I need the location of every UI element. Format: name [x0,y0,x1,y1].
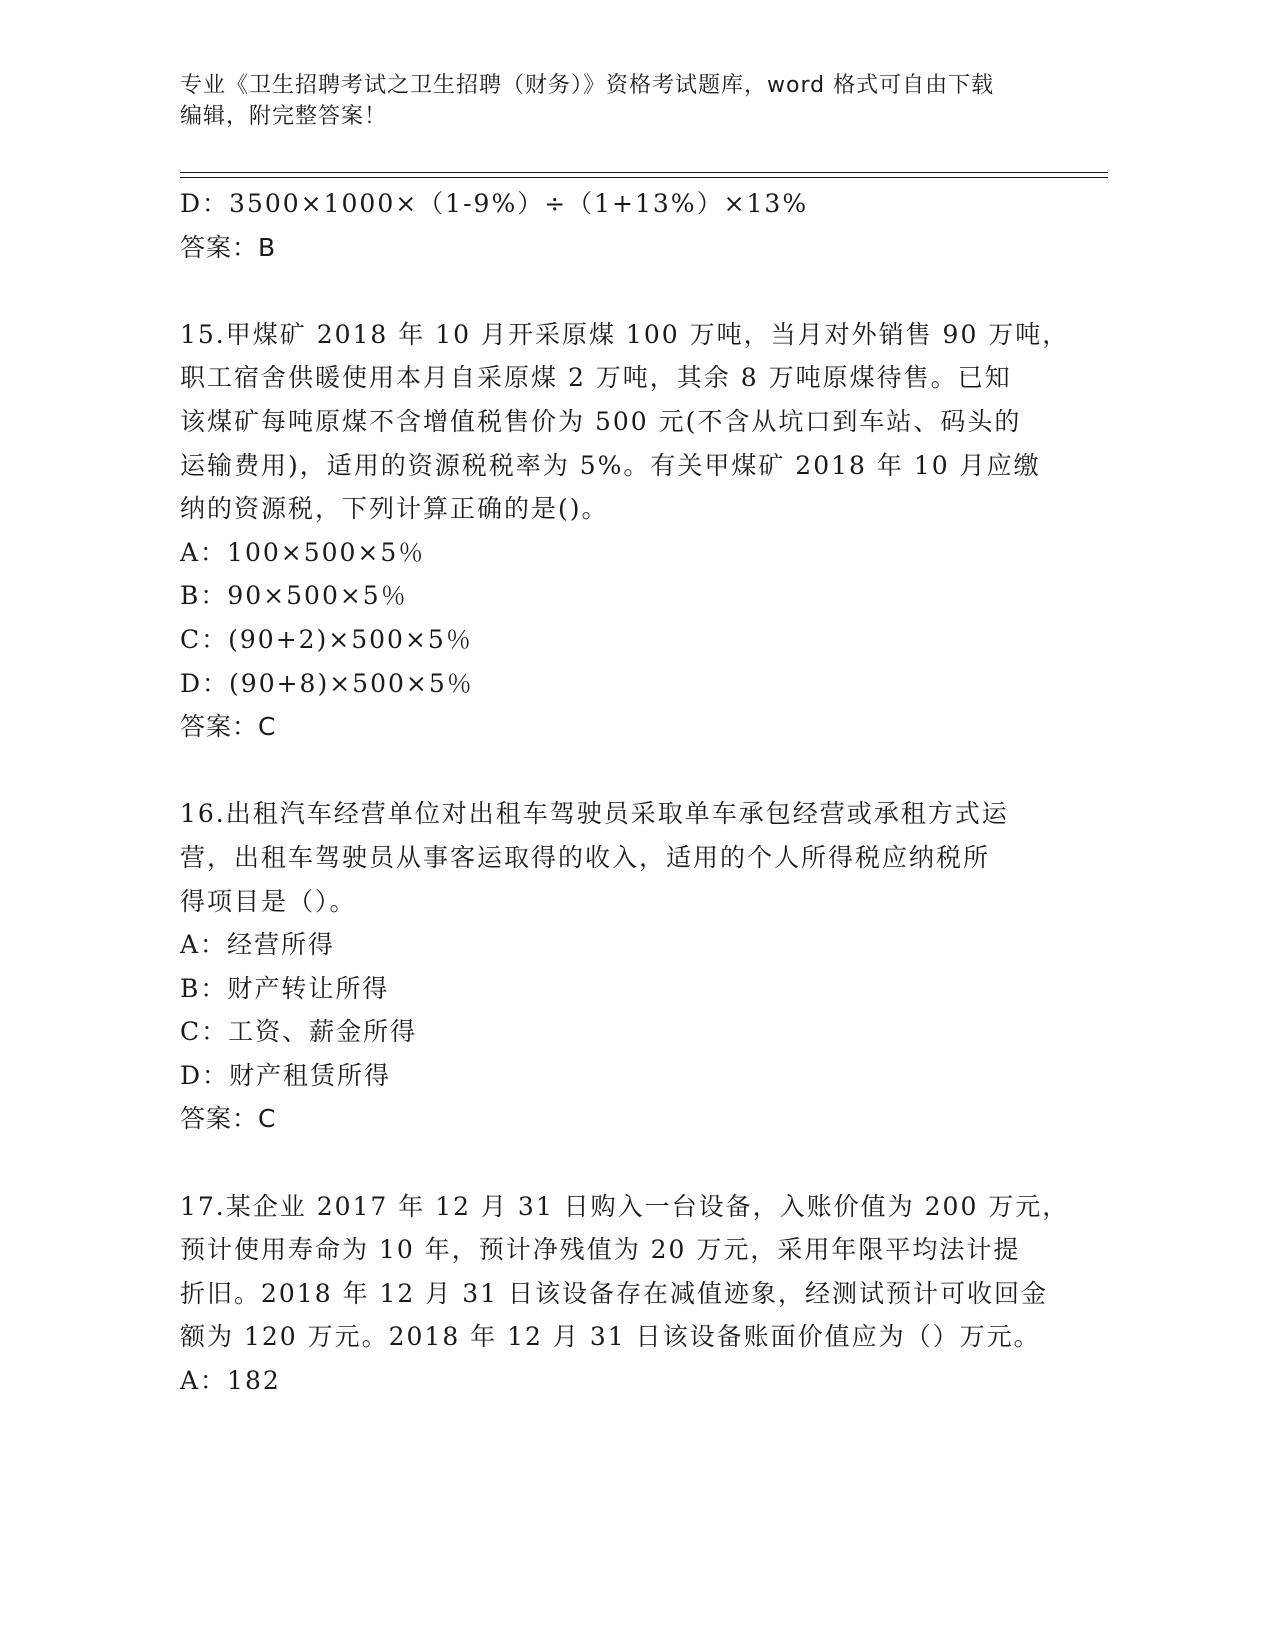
spacer [180,269,1060,313]
q15-option-a: A：100×500×5％ [180,537,426,567]
question-content [180,182,1070,1403]
q17-stem-line: 折旧。2018 年 12 月 31 日该设备存在减值迹象，经测试预计可收回金 [180,1278,1048,1308]
question-16 [180,792,1060,1141]
q17-stem-line: 额为 120 万元。2018 年 12 月 31 日该设备账面价值应为（）万元。 [180,1322,1041,1352]
header-divider-top [180,172,1108,173]
spacer [180,1141,1060,1185]
question-15 [180,313,1070,749]
q15-option-b: B：90×500×5％ [180,581,408,611]
question-17 [180,1185,1070,1403]
q15-stem-line: 该煤矿每吨原煤不含增值税售价为 500 元(不含从坑口到车站、码头的 [180,406,1022,436]
q15-stem-line: 运输费用)，适用的资源税税率为 5%。有关甲煤矿 2018 年 10 月应缴 [180,450,1041,480]
q17-option-a: A：182 [180,1366,281,1396]
header-line-1: 专业《卫生招聘考试之卫生招聘（财务）》资格考试题库，word 格式可自由下载 [180,73,995,98]
q16-option-c: C：工资、薪金所得 [180,1017,418,1047]
q15-stem-line: 纳的资源税，下列计算正确的是()。 [180,494,609,524]
header-line-2: 编辑，附完整答案！ [180,104,388,129]
spacer [180,749,1060,793]
q17-stem-line: 17.某企业 2017 年 12 月 31 日购入一台设备，入账价值为 200 万元， [180,1191,1070,1221]
q15-option-d: D：(90+8)×500×5％ [180,668,474,698]
q15-answer: 答案：C [180,712,277,742]
q16-option-d: D：财产租赁所得 [180,1060,392,1090]
q16-option-b: B：财产转让所得 [180,973,390,1003]
q16-answer: 答案：C [180,1104,277,1134]
q16-stem-line: 营，出租车驾驶员从事客运取得的收入，适用的个人所得税应纳税所 [180,842,991,872]
q16-stem-line: 16.出租汽车经营单位对出租车驾驶员采取单车承包经营或承租方式运 [180,799,1009,829]
q15-stem-line: 职工宿舍供暖使用本月自采原煤 2 万吨，其余 8 万吨原煤待售。已知 [180,363,1012,393]
q17-stem-line: 预计使用寿命为 10 年，预计净残值为 20 万元，采用年限平均法计提 [180,1235,1021,1265]
q15-option-c: C：(90+2)×500×5％ [180,624,473,654]
document-header [180,70,1080,132]
q15-stem-line: 15.甲煤矿 2018 年 10 月开采原煤 100 万吨，当月对外销售 90 万吨， [180,319,1070,349]
q14-option-d: D：3500×1000×（1-9%）÷（1+13%）×13% [180,189,809,218]
q14-answer: 答案：B [180,232,277,262]
header-divider-bottom [180,177,1108,178]
q16-option-a: A：经营所得 [180,930,336,960]
q16-stem-line: 得项目是（）。 [180,886,357,916]
